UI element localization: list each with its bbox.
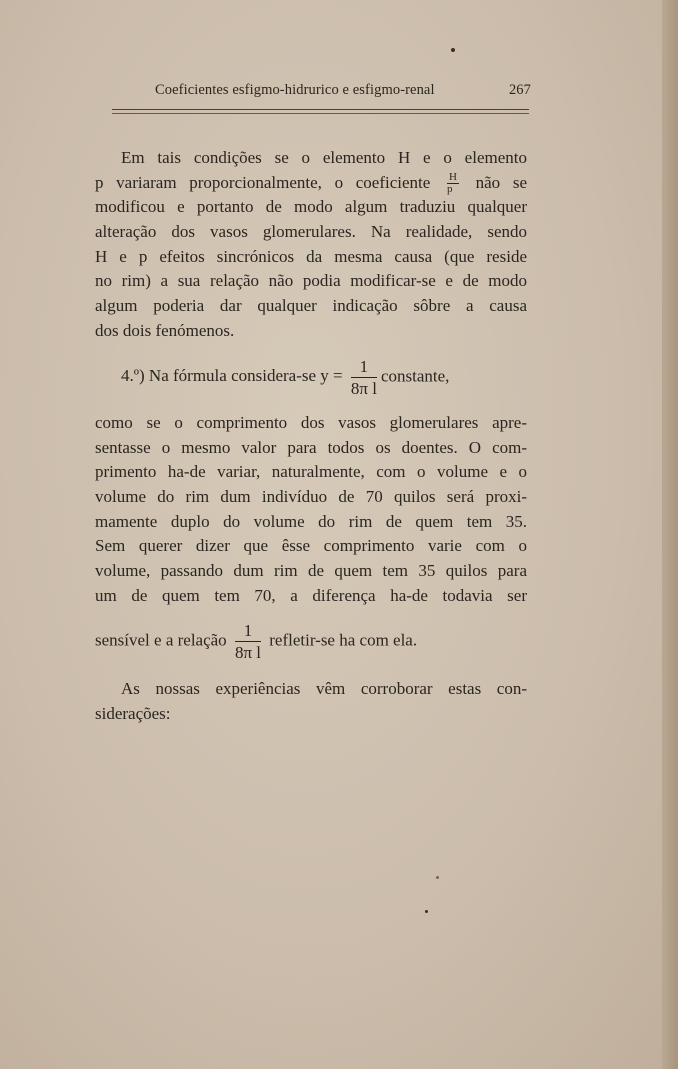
header-rule: [112, 109, 529, 110]
text-line: Sem querer dizer que êsse comprimento varie com o: [95, 536, 527, 556]
text-line: H e p efeitos sincrónicos da mesma causa (que reside: [95, 246, 527, 266]
text-line: siderações:: [95, 703, 171, 723]
text-line: alteração dos vasos glomerulares. Na realidade, sendo: [95, 222, 527, 242]
fraction-denominator: 8π l: [350, 379, 377, 398]
text-line: um de quem tem 70, a diferença ha-de todavia ser: [95, 585, 527, 605]
text-line: como se o comprimento dos vasos glomerulares apre-: [95, 413, 527, 432]
text-line: dos dois fenómenos.: [95, 320, 235, 340]
header-title: Coeficientes esfigmo-hidrurico e esfigmo-renal: [155, 82, 435, 98]
text-line: primento ha-de variar, naturalmente, com o volume e o: [95, 462, 527, 482]
coefficient-fraction: [447, 172, 459, 195]
relation-line: [95, 622, 527, 661]
paper-speck: [451, 48, 455, 52]
fraction-denominator: p: [447, 183, 453, 196]
text-line: algum poderia dar qualquer indicação sôbre a causa: [95, 296, 527, 316]
formula-line: [95, 358, 527, 397]
formula-lead: 4.º) Na fórmula considera-se y =: [121, 366, 343, 386]
relation-trail: refletir-se ha com ela.: [269, 630, 418, 650]
fraction-numerator: H: [449, 171, 457, 184]
text-line-with-coefficient: [95, 171, 527, 196]
text-line: volume, passando dum rim de quem tem 35 quilos para: [95, 561, 527, 581]
text-line: volume do rim dum indivíduo de 70 quilos será proxi-: [95, 487, 527, 507]
paragraph-1: [95, 146, 527, 344]
text-span: p variaram proporcionalmente, o coeficiente: [95, 172, 431, 192]
paragraph-2: [95, 411, 527, 609]
text-line: As nossas experiências vêm corroborar estas con-: [121, 679, 527, 698]
page-edge: [662, 0, 678, 1069]
fraction-numerator: 1: [235, 622, 261, 642]
text-line: no rim) a sua relação não podia modificar-se e de modo: [95, 271, 527, 291]
fraction-denominator: 8π l: [234, 643, 261, 662]
text-line: Em tais condições se o elemento H e o elemento: [121, 148, 527, 167]
formula-trail: constante,: [380, 366, 450, 386]
header-rule-thin: [112, 113, 529, 114]
paragraph-3: [95, 676, 527, 725]
text-span: não se: [475, 172, 528, 192]
page-number: 267: [508, 82, 531, 98]
text-line: mamente duplo do volume do rim de quem tem 35.: [95, 511, 527, 531]
text-line: modificou e portanto de modo algum traduziu qualquer: [95, 197, 527, 217]
relation-lead: sensível e a relação: [95, 630, 227, 650]
fraction-numerator: 1: [351, 358, 377, 378]
paper-speck: [425, 910, 428, 913]
relation-fraction: [235, 622, 261, 661]
formula-fraction: [351, 358, 377, 397]
text-line: sentasse o mesmo valor para todos os doentes. O com-: [95, 437, 527, 457]
paper-speck: [436, 876, 439, 879]
